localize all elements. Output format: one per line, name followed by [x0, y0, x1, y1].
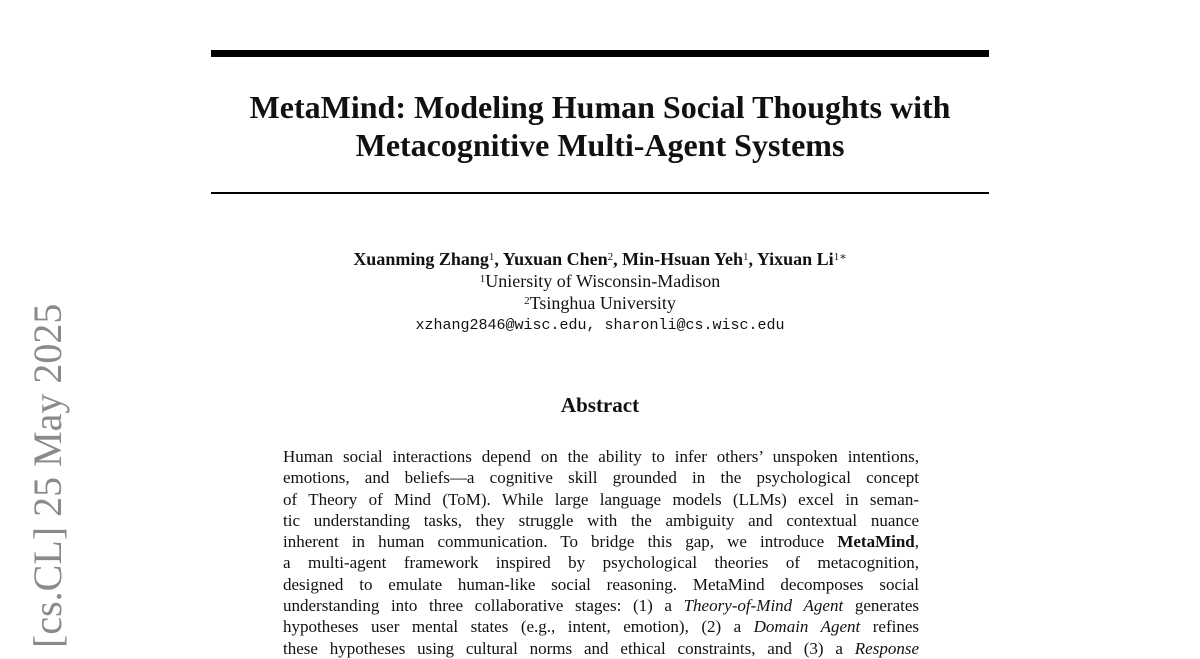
abstract-line [283, 446, 919, 467]
abstract-heading: Abstract [560, 393, 640, 417]
abstract-text: a multi-agent framework inspired by psychological theories of metacognition, [283, 553, 919, 573]
abstract-line [283, 489, 919, 510]
abstract-text: tic understanding tasks, they struggle with the ambiguity and contextual nuance [283, 510, 919, 530]
affiliation-text: Tsinghua University [529, 293, 676, 313]
abstract-line [283, 531, 919, 552]
arxiv-side-stamp: [cs.CL] 25 May 2025 [25, 303, 70, 648]
title-line-1: MetaMind: Modeling Human Social Thoughts with [249, 89, 951, 125]
affiliation-1 [211, 270, 989, 292]
abstract-text: designed to emulate human-like social reasoning. MetaMind decomposes social [283, 574, 919, 594]
abstract-line [283, 638, 919, 659]
author-separator: , [748, 249, 757, 269]
abstract-text: hypotheses user mental states (e.g., intent, emotion), (2) a [283, 617, 754, 637]
affiliation-mark: 2 [524, 295, 530, 307]
abstract-line [283, 552, 919, 573]
author-separator: , [494, 249, 503, 269]
author-list [211, 248, 989, 270]
abstract-body [283, 446, 919, 659]
author-affiliation-mark: 2 [607, 251, 614, 263]
abstract-text: inherent in human communication. To bridge this gap, we introduce [283, 532, 838, 552]
author-name: Yixuan Li [756, 249, 834, 269]
abstract-line [283, 616, 919, 637]
abstract-text: refines [860, 617, 919, 637]
title-bottom-rule [211, 192, 989, 194]
abstract-line [283, 467, 919, 488]
author-separator: , [613, 249, 623, 269]
abstract-text: , [914, 532, 919, 552]
author-affiliation-mark: 1 [742, 251, 749, 263]
affiliation-text: Uniersity of Wisconsin-Madison [485, 271, 721, 291]
abstract-text: Human social interactions depend on the ability to infer others’ unspoken intentions, [283, 447, 919, 466]
title-line-2: Metacognitive Multi-Agent Systems [355, 127, 845, 163]
abstract-italic-term: Response [854, 638, 919, 658]
abstract-bold-term: MetaMind [837, 532, 915, 552]
abstract-line [283, 595, 919, 616]
title-top-rule [211, 50, 989, 57]
abstract-italic-term: Domain Agent [753, 617, 861, 637]
abstract-text: emotions, and beliefs—a cognitive skill grounded in the psychological concept [283, 468, 919, 488]
abstract-line [283, 574, 919, 595]
author-block [211, 248, 989, 337]
affiliation-mark: 1 [479, 273, 486, 285]
abstract-text: of Theory of Mind (ToM). While large language models (LLMs) excel in seman- [283, 489, 919, 509]
author-affiliation-mark: 1 [488, 251, 495, 263]
abstract-line [283, 510, 919, 531]
author-name: Min-Hsuan Yeh [622, 249, 743, 269]
author-emails: xzhang2846@wisc.edu, sharonli@cs.wisc.edu [415, 317, 785, 334]
author-name: Xuanming Zhang [353, 249, 489, 269]
abstract-italic-term: Theory-of-Mind Agent [683, 596, 844, 616]
author-affiliation-mark: 1∗ [833, 251, 847, 263]
affiliation-2 [211, 292, 989, 314]
abstract-text: generates [843, 596, 919, 616]
abstract-text: understanding into three collaborative stages: (1) a [283, 596, 684, 616]
abstract-text: these hypotheses using cultural norms and ethical constraints, and (3) a [283, 638, 855, 658]
paper-title [211, 88, 989, 164]
author-name: Yuxuan Chen [502, 249, 608, 269]
